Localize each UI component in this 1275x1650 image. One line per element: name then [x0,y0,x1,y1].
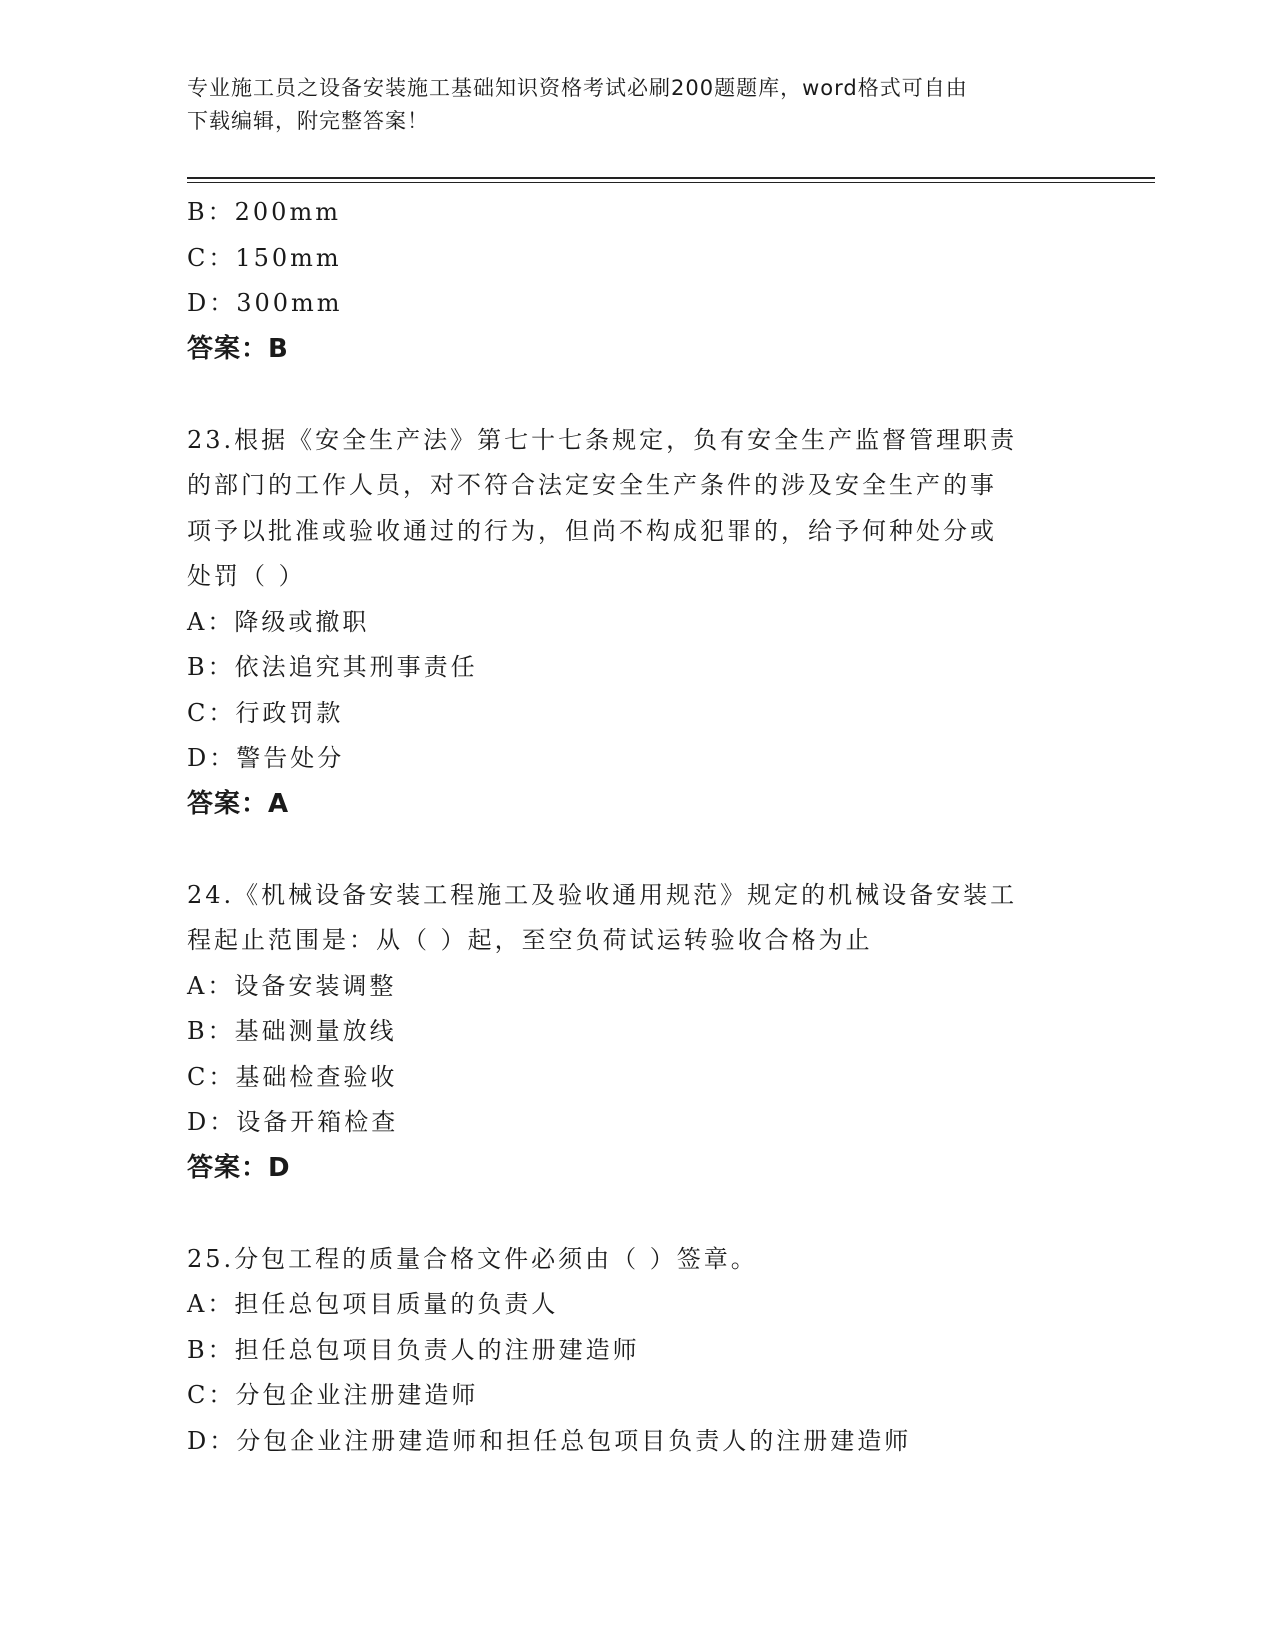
option-a: A：降级或撤职 [187,607,370,636]
question-text-line: 的部门的工作人员，对不符合法定安全生产条件的涉及安全生产的事 [187,471,997,499]
question-text-line: 处罚（ ） [187,562,306,590]
question-24 [187,873,1155,1192]
header-line-2: 下载编辑，附完整答案！ [187,109,429,133]
header-rule-thick [187,177,1155,179]
question-text-line: 25.分包工程的质量合格文件必须由（ ）签章。 [187,1244,758,1273]
option-b: B：担任总包项目负责人的注册建造师 [187,1335,640,1364]
option-b: B：基础测量放线 [187,1017,397,1045]
option-d: D：300mm [187,289,343,317]
page-header [187,72,1087,138]
option-b: B：200mm [187,198,341,226]
option-a: A：设备安装调整 [187,971,397,1000]
question-text-line: 项予以批准或验收通过的行为，但尚不构成犯罪的，给予何种处分或 [187,516,997,545]
option-c: C：分包企业注册建造师 [187,1381,479,1409]
question-text-line: 程起止范围是：从（ ）起，至空负荷试运转验收合格为止 [187,926,873,954]
question-text-line: 23.根据《安全生产法》第七十七条规定，负有安全生产监督管理职责 [187,425,1018,454]
question-content [187,190,1155,1464]
option-d: D：警告处分 [187,744,345,772]
question-25 [187,1237,1155,1465]
question-23 [187,418,1155,828]
option-d: D：分包企业注册建造师和担任总包项目负责人的注册建造师 [187,1426,912,1455]
answer: 答案：B [187,333,289,364]
question-text-line: 24.《机械设备安装工程施工及验收通用规范》规定的机械设备安装工 [187,880,1018,909]
answer: 答案：A [187,788,290,819]
option-a: A：担任总包项目质量的负责人 [187,1290,559,1318]
option-c: C：行政罚款 [187,698,344,727]
question-22 [187,190,1155,372]
option-d: D：设备开箱检查 [187,1108,399,1136]
answer: 答案：D [187,1152,291,1183]
option-c: C：150mm [187,243,342,272]
header-line-1: 专业施工员之设备安装施工基础知识资格考试必刷200题题库，word格式可自由 [187,76,968,100]
option-b: B：依法追究其刑事责任 [187,653,478,681]
option-c: C：基础检查验收 [187,1062,398,1091]
header-rule-thin [187,182,1155,183]
